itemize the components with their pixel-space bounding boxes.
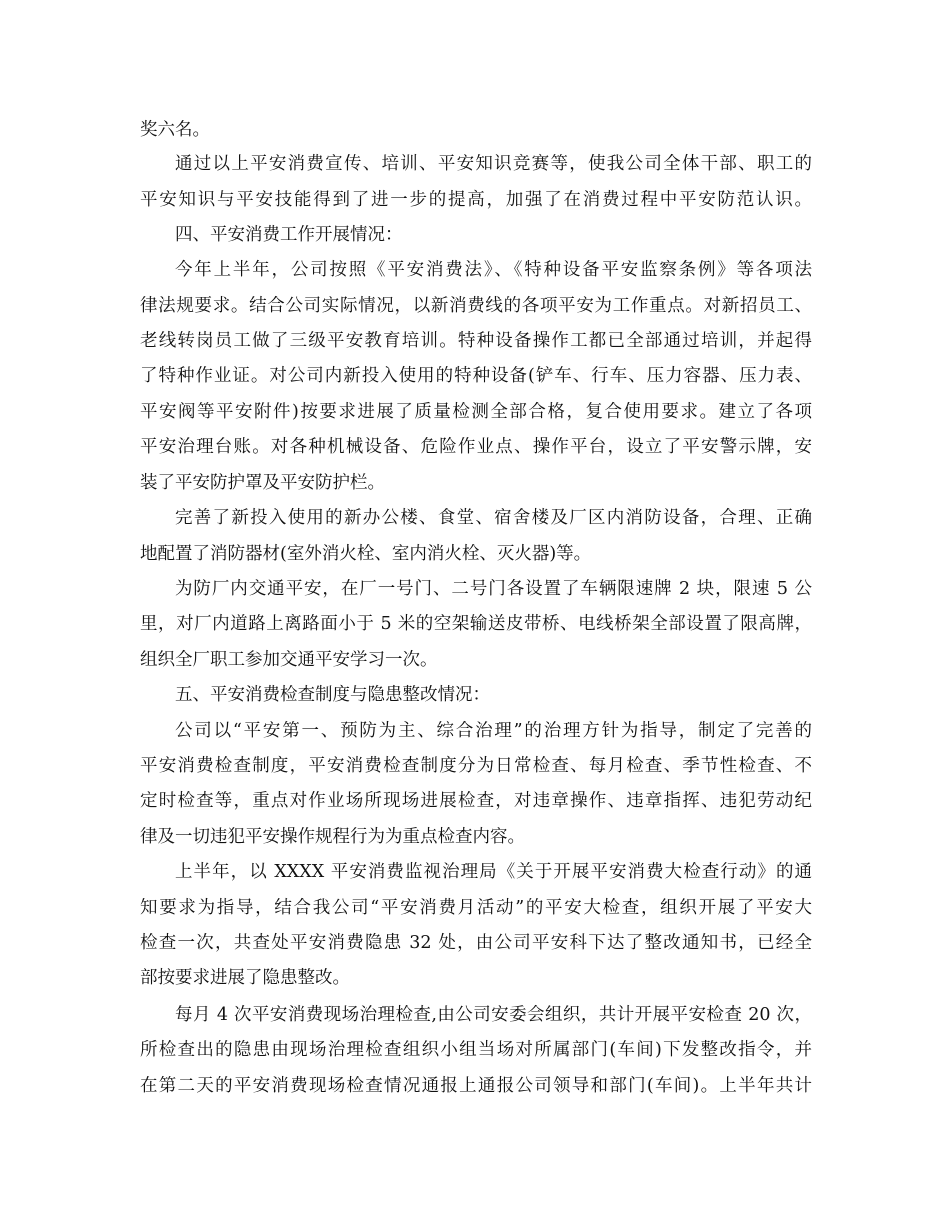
text-line: 组织全厂职工参加交通平安学习一次。 — [140, 650, 438, 670]
text-line: 为防厂内交通平安，在厂一号门、二号门各设置了车辆限速牌 2 块，限速 5 公 — [175, 579, 812, 599]
text-line: 平安治理台账。对各种机械设备、危险作业点、操作平台，设立了平安警示牌，安 — [140, 437, 812, 457]
text-line: 律及一切违犯平安操作规程行为为重点检查内容。 — [140, 827, 525, 847]
section-heading: 五、平安消费检查制度与隐患整改情况： — [175, 685, 490, 705]
text-line: 知要求为指导，结合我公司“平安消费月活动”的平安大检查，组织开展了平安大 — [140, 898, 812, 918]
text-line: 通过以上平安消费宣传、培训、平安知识竞赛等，使我公司全体干部、职工的 — [175, 154, 812, 174]
text-line: 在第二天的平安消费现场检查情况通报上通报公司领导和部门(车间)。上半年共计 — [140, 1076, 812, 1096]
text-line: 上半年，以 XXXX 平安消费监视治理局《关于开展平安消费大检查行动》的通 — [175, 862, 812, 882]
text-line: 老线转岗员工做了三级平安教育培训。特种设备操作工都已全部通过培训，并起得 — [140, 331, 812, 351]
text-line: 律法规要求。结合公司实际情况，以新消费线的各项平安为工作重点。对新招员工、 — [140, 296, 812, 316]
text-line: 平安消费检查制度，平安消费检查制度分为日常检查、每月检查、季节性检查、不 — [140, 756, 812, 776]
text-line: 装了平安防护罩及平安防护栏。 — [140, 473, 385, 493]
text-line: 里，对厂内道路上离路面小于 5 米的空架输送皮带桥、电线桥架全部设置了限高牌， — [140, 614, 812, 634]
text-line: 所检查出的隐患由现场治理检查组织小组当场对所属部门(车间)下发整改指令，并 — [140, 1040, 812, 1060]
text-line: 每月 4 次平安消费现场治理检查,由公司安委会组织，共计开展平安检查 20 次， — [175, 1005, 812, 1025]
text-line: 平安知识与平安技能得到了进一步的提高，加强了在消费过程中平安防范认识。 — [140, 190, 812, 210]
text-line: 完善了新投入使用的新办公楼、食堂、宿舍楼及厂区内消防设备，合理、正确 — [175, 508, 812, 528]
text-line: 部按要求进展了隐患整改。 — [140, 968, 350, 988]
text-line: 定时检查等，重点对作业场所现场进展检查，对违章操作、违章指挥、违犯劳动纪 — [140, 791, 812, 811]
text-line: 平安阀等平安附件)按要求进展了质量检测全部合格，复合使用要求。建立了各项 — [140, 402, 812, 422]
section-heading: 四、平安消费工作开展情况： — [175, 225, 403, 245]
text-line: 了特种作业证。对公司内新投入使用的特种设备(铲车、行车、压力容器、压力表、 — [140, 366, 812, 386]
text-line: 奖六名。 — [140, 120, 210, 140]
text-line: 地配置了消防器材(室外消火栓、室内消火栓、灭火器)等。 — [140, 544, 592, 564]
text-line: 公司以“平安第一、预防为主、综合治理”的治理方针为指导，制定了完善的 — [175, 721, 812, 741]
text-line: 检查一次，共查处平安消费隐患 32 处，由公司平安科下达了整改通知书，已经全 — [140, 933, 812, 953]
text-line: 今年上半年，公司按照《平安消费法》、《特种设备平安监察条例》等各项法 — [175, 260, 812, 280]
